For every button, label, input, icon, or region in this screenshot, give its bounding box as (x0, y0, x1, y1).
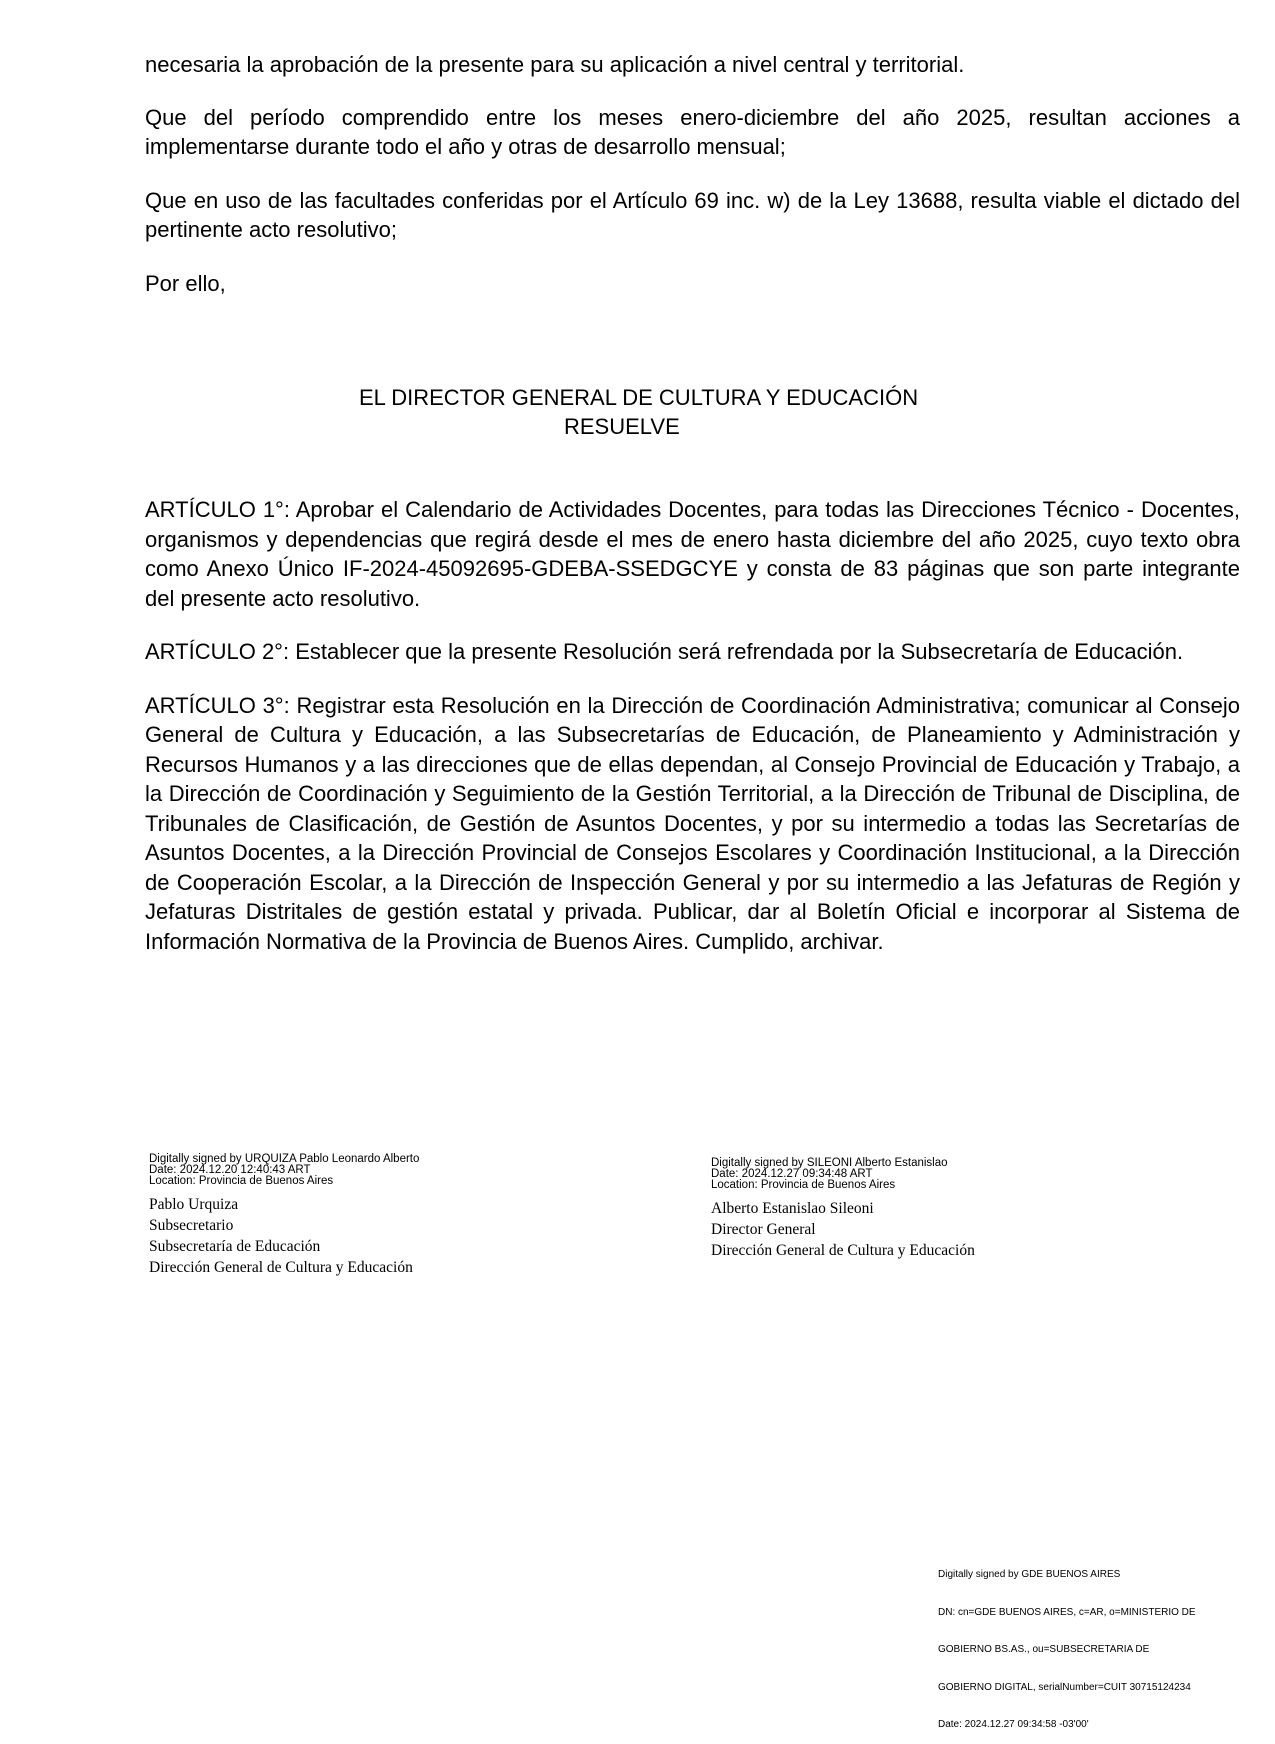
paragraph-approval: necesaria la aprobación de la presente para su aplicación a nivel central y territorial. (145, 52, 965, 77)
heading-director: EL DIRECTOR GENERAL DE CULTURA Y EDUCACIÓN (359, 385, 919, 410)
signer-office: Subsecretaría de Educación (149, 1238, 321, 1255)
signature-location: Location: Provincia de Buenos Aires (711, 1179, 896, 1191)
document-body (145, 50, 1247, 323)
paragraph-faculties: Que en uso de las facultades conferidas por el Artículo 69 inc. w) de la Ley 13688, resulta viable el dictado del pertinente acto resolutivo; (145, 188, 1247, 242)
gde-line-3: GOBIERNO BS.AS., ou=SUBSECRETARIA DE (938, 1644, 1150, 1655)
paragraph-por-ello: Por ello, (145, 271, 226, 296)
signer-office: Dirección General de Cultura y Educación (711, 1242, 975, 1259)
gde-line-2: DN: cn=GDE BUENOS AIRES, c=AR, o=MINISTERIO DE (938, 1606, 1196, 1618)
articles-section (145, 495, 1247, 980)
signer-name: Pablo Urquiza (149, 1196, 239, 1213)
heading-resuelve: RESUELVE (564, 414, 680, 439)
signer-name: Alberto Estanislao Sileoni (711, 1200, 874, 1217)
paragraph-period: Que del período comprendido entre los meses enero-diciembre del año 2025, resultan acciones a implementarse durante todo el año y otras de desarrollo mensual; (145, 105, 1247, 159)
article-3: ARTÍCULO 3°: Registrar esta Resolución en la Dirección de Coordinación Administrativa; comunicar al Consejo General de Cultura y Educación, a las Subsecretarías de Educación, de Planeamiento y Administración y Recursos Humanos y a las direcciones que de ellas dependan, al Consejo Provincial de Educación y Trabajo, a la Dirección de Coordinación y Seguimiento de la Gestión Territorial, a la Dirección de Tribunal de Disciplina, de Tribunales de Clasificación, de Gestión de Asuntos Docentes, y por su intermedio a todas las Secretarías de Asuntos Docentes, a la Dirección Provincial de Consejos Escolares y Coordinación Institucional, a la Dirección de Cooperación Escolar, a la Dirección de Inspección General y por su intermedio a las Jefaturas de Región y Jefaturas Distritales de gestión estatal y privada. Publicar, dar al Boletín Oficial e incorporar al Sistema de Información Normativa de la Provincia de Buenos Aires. Cumplido, archivar. (145, 692, 1247, 954)
signature-signed-by: Digitally signed by SILEONI Alberto Estanislao (711, 1157, 948, 1169)
resolution-heading (145, 383, 1240, 441)
article-1: ARTÍCULO 1°: Aprobar el Calendario de Actividades Docentes, para todas las Direcciones Técnico - Docentes, organismos y dependencias que regirá desde el mes de enero hasta diciembre del año 2025, cuyo texto obra como Anexo Único IF-2024-45092695-GDEBA-SSEDGCYE y consta de 83 páginas que son parte integrante del presente acto resolutivo. (145, 497, 1247, 611)
signature-signed-by: Digitally signed by URQUIZA Pablo Leonardo Alberto (149, 1153, 420, 1165)
signer-role: Director General (711, 1221, 816, 1238)
gde-line-4: GOBIERNO DIGITAL, serialNumber=CUIT 30715124234 (938, 1681, 1191, 1693)
signature-date: Date: 2024.12.20 12:40:43 ART (149, 1164, 311, 1176)
signature-location: Location: Provincia de Buenos Aires (149, 1175, 334, 1187)
signer-role: Subsecretario (149, 1217, 234, 1234)
gde-digital-stamp (938, 1544, 1258, 1744)
article-2: ARTÍCULO 2°: Establecer que la presente Resolución será refrendada por la Subsecretaría de Educación. (145, 639, 1184, 664)
signature-block-urquiza (149, 1154, 419, 1278)
signature-date: Date: 2024.12.27 09:34:48 ART (711, 1168, 873, 1180)
signature-block-sileoni (711, 1158, 975, 1261)
gde-line-5: Date: 2024.12.27 09:34:58 -03'00' (938, 1719, 1089, 1730)
gde-line-1: Digitally signed by GDE BUENOS AIRES (938, 1569, 1121, 1580)
signer-org: Dirección General de Cultura y Educación (149, 1259, 413, 1276)
